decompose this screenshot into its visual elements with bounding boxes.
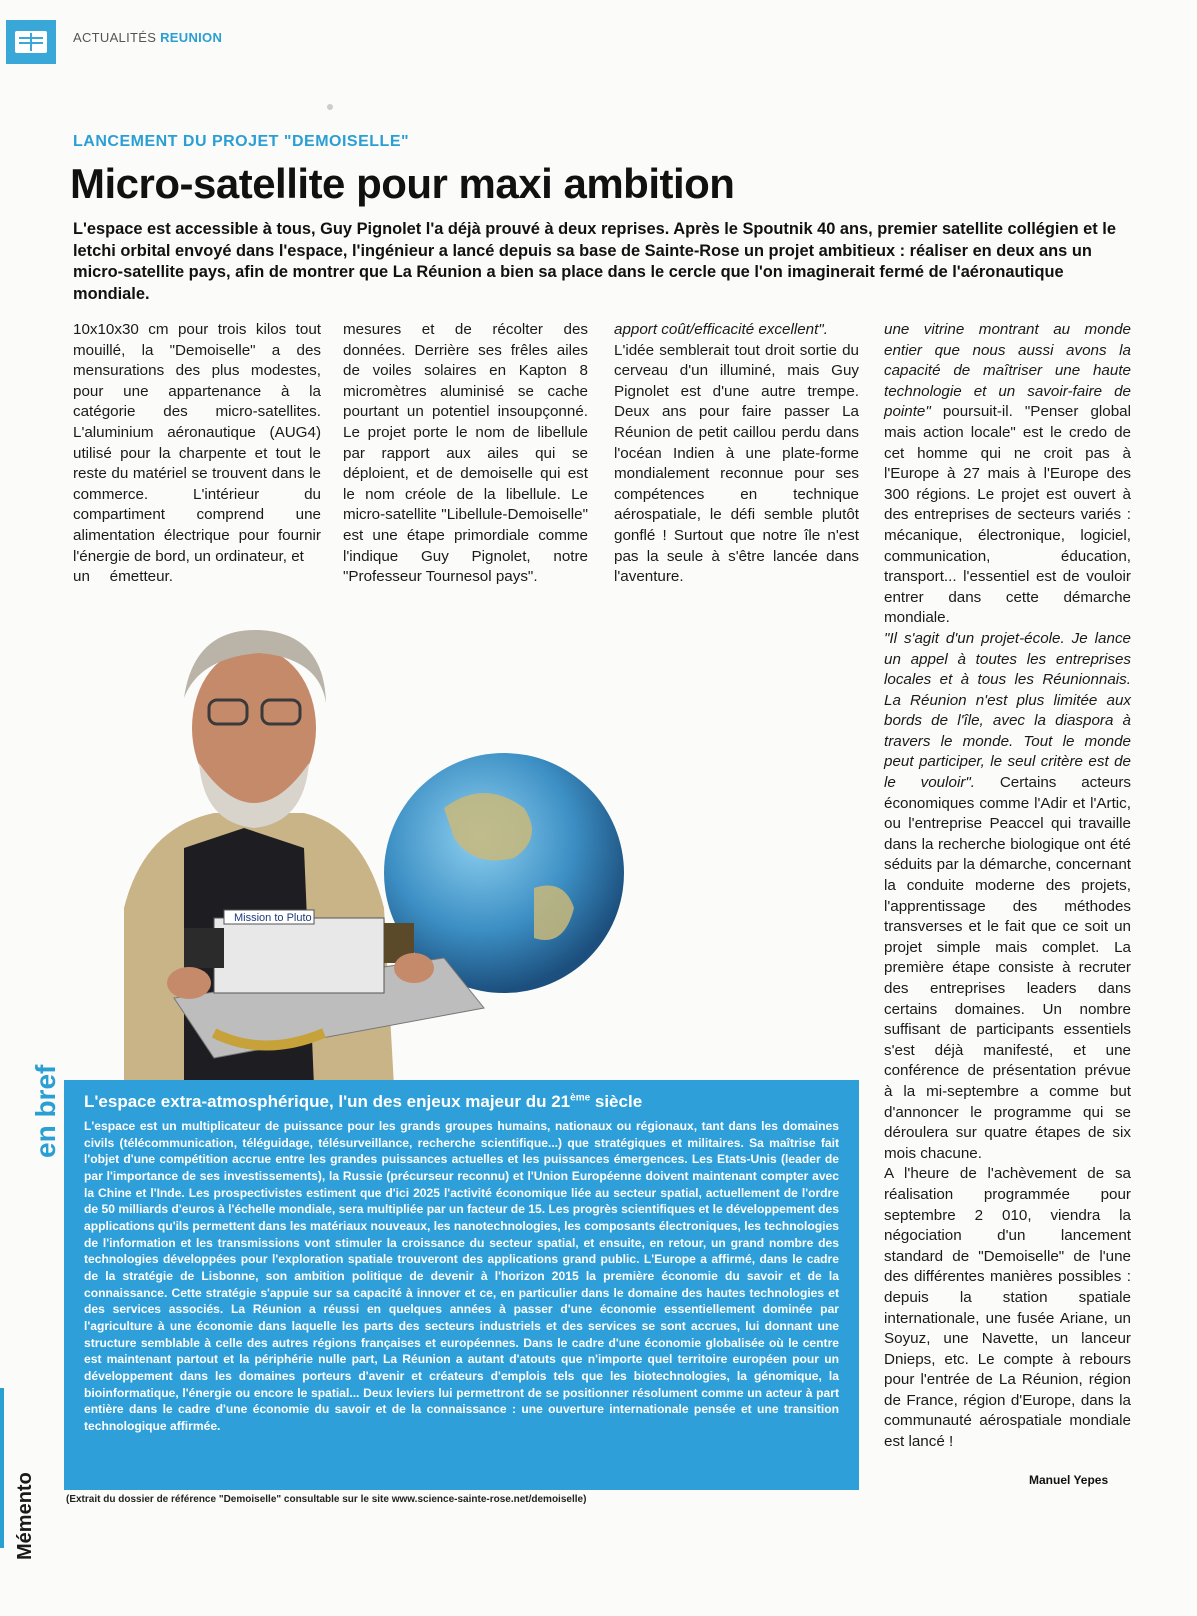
column-text: poursuit-il. "Penser global mais action locale" est le credo de cet homme qui ne croit pas à l'Europe à 27 mais à l'Europe des 300 régions. Le projet est ouvert à des entreprises de secteurs variés : mécanique, électronique, logiciel, communication, éducation, transport... l'essentiel est de vouloir entrer dans cette démarche mondiale. bbox=[884, 403, 1131, 627]
quote-text: apport coût/efficacité excellent". bbox=[614, 321, 828, 338]
quote-text: une vitrine montrant au monde entier que nous aussi avons la capacité de maîtriser une haute technologie et un savoir-faire de pointe" bbox=[884, 321, 1131, 421]
photo-engineer-with-globe bbox=[64, 588, 859, 1086]
column-text: L'idée semblerait tout droit sortie du cerveau d'un illuminé, mais Guy Pignolet est d'une autre trempe. Deux ans pour faire passer La Réunion de petit caillou perdu dans l'océan Indien à une plate-forme mondialement reconnue pour ses compétences en technique aérospatiale, le défi semble plutôt gonflé ! Surtout que notre île n'est pas la seule à s'être lancée dans l'aventure. bbox=[614, 341, 859, 586]
inbrief-body: L'espace est un multiplicateur de puissance pour les grands groupes humains, nationaux ou régionaux, tant dans les domaines civils (télécommunication, téléguidage, télésurveillance, recherche scientifique...) que stratégiques et militaires. Sa maîtrise fait l'objet d'une compétition accrue entre les grandes puissances actuelles et les puissances émergences. Les Etats-Unis (leader de par l'importance de ses investissements), la Russie (précurseur reconnu) et l'Union Européenne doivent maintenant compter avec la Chine et l'Inde. Les prospectivistes estiment que d'ici 2025 l'activité économique liée au secteur spatial, actuellement de l'ordre de 50 milliards d'euros à l'échelle mondiale, sera multipliée par un facteur de 15. Les progrès scientifiques et le développement des applications qu'ils permettent dans les matériaux nouveaux, les nanotechnologies, les composants électroniques, les technologies de l'information et les transmissions vont stimuler la croissance du secteur spatial, et ensuite, en retour, un grand nombre des technologies développées pour l'exploration spatiale trouveront des applications grand public. L'Europe a affirmé, dans le cadre de la stratégie de Lisbonne, son ambition politique de devenir à l'horizon 2015 la première économie du savoir et de la connaissance. Cette stratégie s'appuie sur sa capacité à innover et ce, en particulier dans le domaine des hautes technologies et des services associés. La Réunion a réussi en quelques années à passer d'une économie essentiellement dominée par l'agriculture à une économie dans laquelle les parts des secteurs industriels et des services se sont accrues, lui donnant une structure semblable à celle des autres régions françaises et européennes. Dans le cadre d'une économie globalisée où le centre est maintenant partout et la périphérie nulle part, La Réunion a autant d'atouts que n'importe quel territoire européen pour un développement dans les domaines porteurs d'avenir et créateurs d'emplois tels que les biotechnologies, la génomique, la bioinformatique, l'énergie ou encore le spatial... Deux leviers lui permettront de se positionner résolument comme un acteur à part entière dans le cadre d'une économie du savoir et de la connaissance : une ouverture internationale pensée et une transition technologique affirmée. bbox=[84, 1119, 839, 1433]
article-kicker: LANCEMENT DU PROJET "DEMOISELLE" bbox=[73, 133, 410, 150]
inbrief-title bbox=[84, 1092, 642, 1112]
section-region: REUNION bbox=[160, 30, 223, 45]
memento-text: Mémento bbox=[14, 1472, 36, 1560]
decorative-dot bbox=[327, 104, 333, 110]
section-name: ACTUALITÉS bbox=[73, 30, 157, 45]
photo-banner-text: Mission to Pluto bbox=[234, 912, 312, 924]
author-signature: Manuel Yepes bbox=[1029, 1473, 1109, 1487]
column-text: mesures et de récolter des données. Derrière ses frêles ailes de voiles solaires en Kapton 8 micromètres aluminisé se cache pourtant un potentiel insoupçonné. Le projet porte le nom de libellule par rapport aux ailes qui se déploient, et de demoiselle qui est le nom créole de la libellule. Le micro-satellite "Libellule-Demoiselle" est une étape primordiale comme l'indique Guy Pignolet, notre "Professeur Tournesol pays". bbox=[343, 321, 588, 586]
inbrief-title-sup: ème bbox=[570, 1092, 591, 1104]
article-chapeau: L'espace est accessible à tous, Guy Pignolet l'a déjà prouvé à deux reprises. Après le Spoutnik 40 ans, premier satellite collégien et le letchi orbital envoyé dans l'espace, l'ingénieur a lancé depuis sa base de Sainte-Rose un projet ambitieux : réaliser en deux ans un micro-satellite pays, afin de montrer que La Réunion a bien sa place dans le cercle que l'on imaginerait fermé de l'aéronautique mondiale. bbox=[73, 220, 1116, 303]
article-column-4 bbox=[884, 320, 1131, 1453]
quote-text: "Il s'agit d'un projet-école. Je lance un appel à toutes les entreprises locales et à tous les Réunionnais. La Réunion n'est plus limitée aux bords de l'île, avec la diaspora à travers le monde. Tout le monde peut participer, le seul critère est de le vouloir". bbox=[884, 629, 1131, 792]
memento-bar bbox=[0, 1388, 4, 1548]
inbrief-footnote: (Extrait du dossier de référence "Demoiselle" consultable sur le site www.science-sainte-rose.net/demoiselle) bbox=[66, 1494, 587, 1505]
article-headline: Micro-satellite pour maxi ambition bbox=[70, 160, 735, 207]
column-text: Certains acteurs économiques comme l'Adir et l'Artic, ou l'entreprise Peaccel qui travaille dans la recherche biologique ont été séduits par la démarche, concernant la conduite moderne des projets, l'apprentissage des méthodes transverses et le fait que ce soit un projet simple mais complet. La première étape consiste à recruter des entreprises leaders dans certains domaines. Un nombre suffisant de participants essentiels s'est déjà manifesté, et une conférence de présentation prévue à la mi-septembre a comme but d'annoncer le programme qui se déroulera sur quatre étapes de six mois chacune. bbox=[884, 774, 1132, 1162]
book-icon bbox=[6, 20, 56, 64]
inbrief-tag bbox=[22, 1064, 92, 1158]
inbrief-tag-text: en bref bbox=[30, 1064, 61, 1158]
column-text: 10x10x30 cm pour trois kilos tout mouillé, la "Demoiselle" a des mensurations des plus modestes, pour une appartenance à la catégorie des micro-satellites. L'aluminium aéronautique (AUG4) utilisé pour la charpente et tout le reste du matériel se trouvent dans le commerce. L'intérieur du compartiment comprend une alimentation électrique pour fournir l'énergie de bord, un ordinateur, et bbox=[73, 321, 321, 565]
inbrief-title-end: siècle bbox=[590, 1092, 643, 1111]
column-text: un émetteur. bbox=[73, 568, 173, 586]
inbrief-title-text: L'espace extra-atmosphérique, l'un des enjeux majeur du 21 bbox=[84, 1092, 571, 1111]
section-label bbox=[73, 30, 222, 45]
column-text: A l'heure de l'achèvement de sa réalisation programmée pour septembre 2 010, viendra la négociation d'un lancement standard de "Demoiselle" de l'une des différentes manières possibles : depuis la station spatiale internationale, une fusée Ariane, un Soyuz, une Navette, un lanceur Dnieps, etc. Le compte à rebours pour l'entrée de La Réunion, région de France, région d'Europe, dans la communauté aérospatiale mondiale est lancé ! bbox=[884, 1165, 1131, 1451]
